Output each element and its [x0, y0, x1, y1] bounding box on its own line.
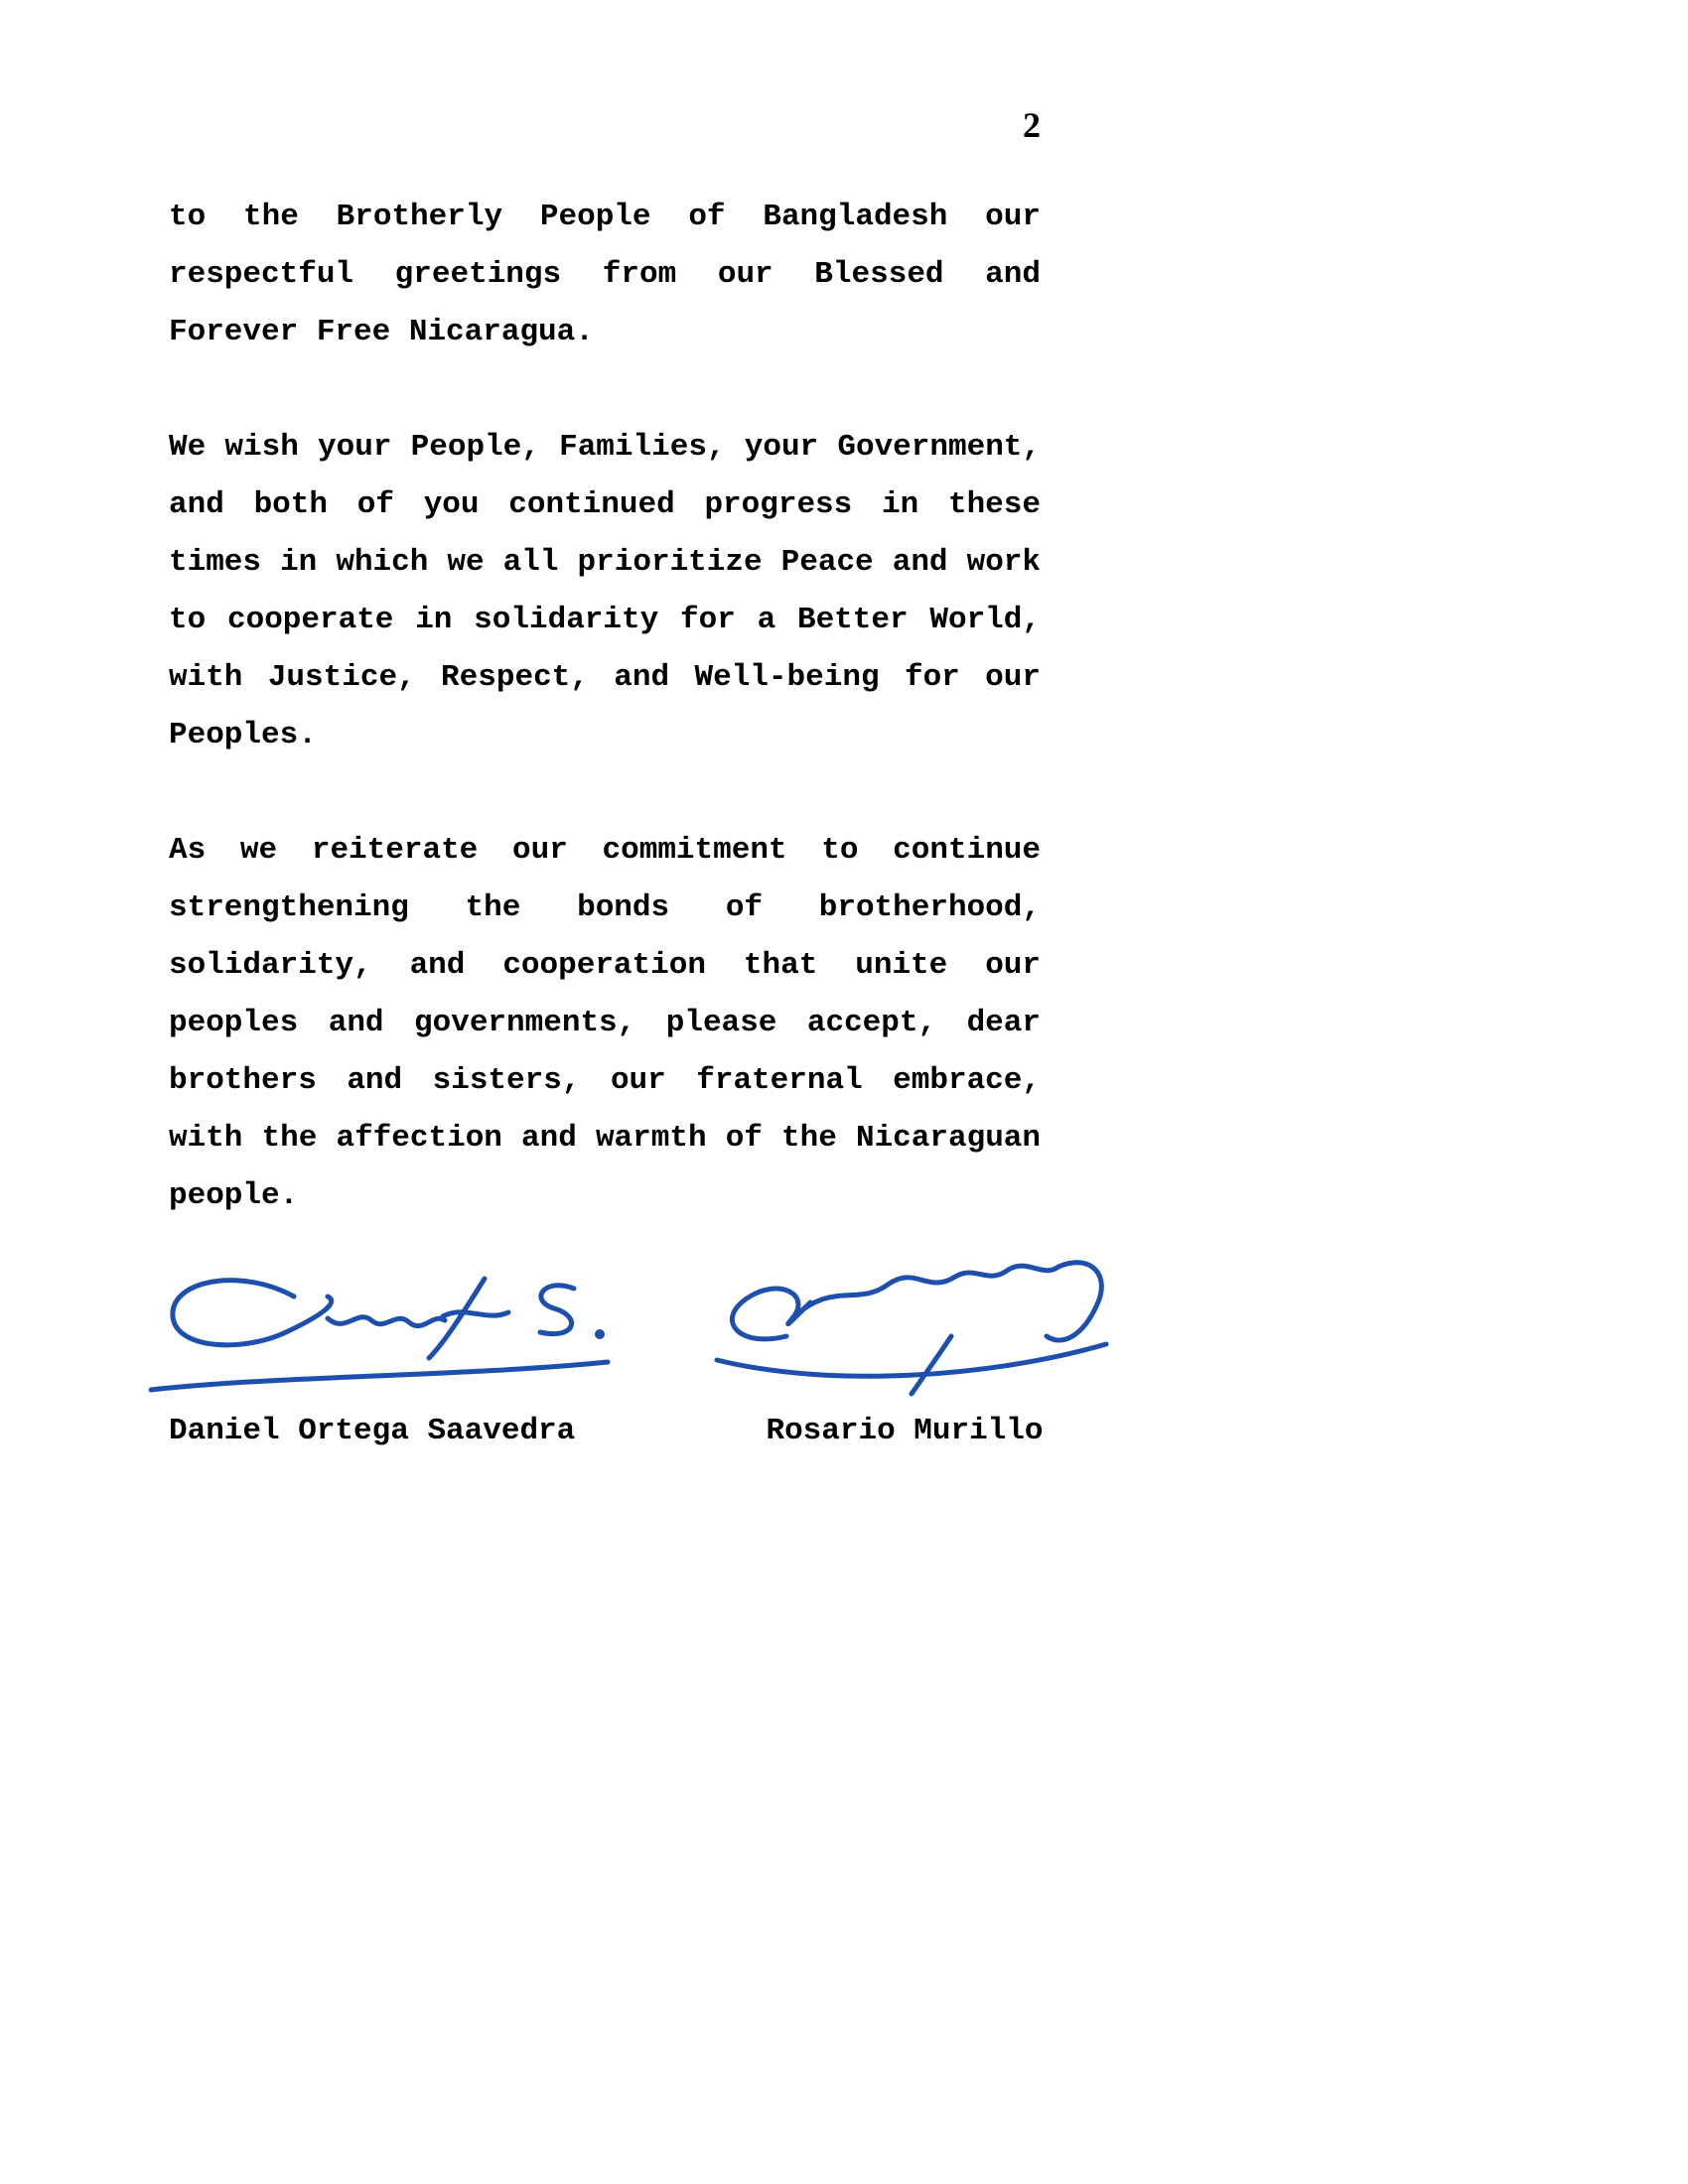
signature-block — [145, 1249, 1068, 1448]
signature-name-daniel-ortega: Daniel Ortega Saavedra — [169, 1414, 576, 1448]
signature-col-rosario-murillo — [691, 1249, 1118, 1448]
signature-col-daniel-ortega — [145, 1259, 612, 1448]
letter-body — [169, 189, 1044, 1448]
signature-name-rosario-murillo: Rosario Murillo — [766, 1414, 1044, 1448]
paragraph-wishes: We wish your People, Families, your Government, and both of you continued progress in these times in which we all prioritize Peace and work to cooperate in solidarity for a Better World, with Justice, Respect, and Well-being for our Peoples. — [169, 430, 1041, 752]
paragraph-closing: As we reiterate our commitment to continue strengthening the bonds of brotherhood, solidarity, and cooperation that unite our peoples and governments, please accept, dear brothers and sisters, our fraternal embrace, with the affection and warmth of the Nicaraguan people. — [169, 833, 1041, 1213]
paragraph-greeting: to the Brotherly People of Bangladesh our respectful greetings from our Blessed and Forever Free Nicaragua. — [169, 200, 1041, 349]
signature-rosario-murillo-icon — [691, 1249, 1118, 1408]
signature-daniel-ortega-icon — [145, 1259, 612, 1408]
page-number: 2 — [1023, 105, 1041, 145]
